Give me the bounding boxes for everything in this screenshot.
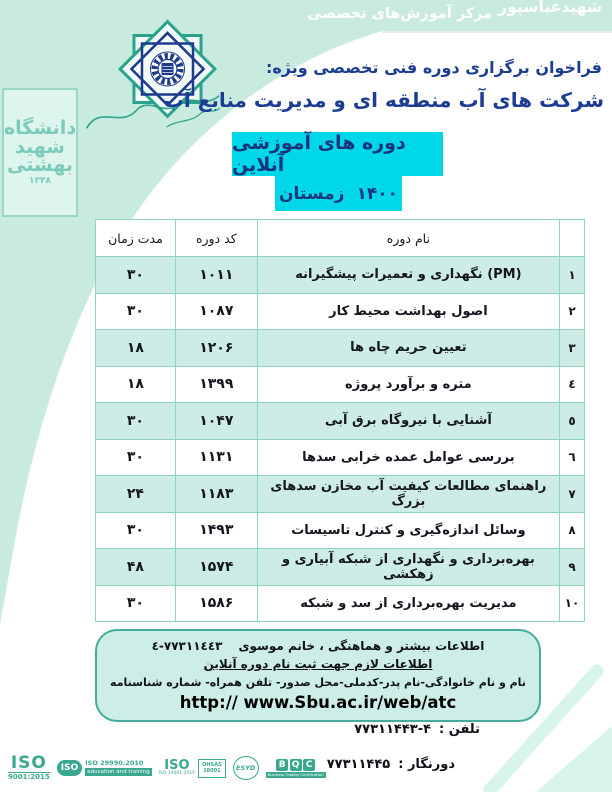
university-seal-line3: بهشتی	[7, 154, 73, 177]
course-name: مدیریت بهره‌برداری از سد و شبکه	[257, 585, 559, 622]
iso-9001-number: 9001:2015	[8, 773, 50, 781]
course-name: اصول بهداشت محیط کار	[257, 293, 559, 330]
course-name: بررسی عوامل عمده خرابی سدها	[257, 439, 559, 476]
registration-url-link[interactable]: http:// www.Sbu.ac.ir/web/atc	[179, 692, 457, 712]
certification-badges	[8, 746, 326, 790]
iso-14001-number: ISO 14001:2015	[158, 771, 196, 777]
phone-label: تلفن :	[439, 722, 480, 737]
course-name: بهره‌برداری و نگهداری از شبکه آبیاری و زهکشی	[257, 549, 559, 586]
row-number: ۱	[560, 257, 585, 294]
course-duration: ۳۰	[96, 293, 176, 330]
row-number: ۷	[560, 476, 585, 513]
course-name: وسائل اندازه‌گیری و کنترل تاسیسات	[257, 512, 559, 549]
course-duration: ۲۴	[96, 476, 176, 513]
course-duration: ۳۰	[96, 585, 176, 622]
header-course-name: نام دوره	[257, 220, 559, 257]
table-row	[96, 403, 585, 440]
highlight-online-courses: دوره های آموزشی آنلاین	[232, 132, 443, 176]
row-number: ۱۰	[560, 585, 585, 622]
university-seal-line1: دانشگاه	[3, 117, 77, 140]
course-duration: ۱۸	[96, 366, 176, 403]
course-name: آشنایی با نیروگاه برق آبی	[257, 403, 559, 440]
season-word: زمستان	[279, 183, 345, 204]
table-row	[96, 439, 585, 476]
table-row	[96, 549, 585, 586]
contact-coordination-label: اطلاعات بیشتر و هماهنگی ، خانم موسوی	[238, 639, 485, 654]
header-bar	[307, 0, 602, 22]
course-duration: ۳۰	[96, 403, 176, 440]
call-title: فراخوان برگزاری دوره فنی تخصصی ویژه:	[265, 58, 602, 77]
courses-table	[95, 219, 585, 622]
course-duration: ۴۸	[96, 549, 176, 586]
header-course-code: کد دوره	[175, 220, 257, 257]
row-number: ۹	[560, 549, 585, 586]
bqc-badge-icon	[266, 759, 326, 778]
course-code: ۱۵۸۶	[175, 585, 257, 622]
header-center-name: مرکز آموزش‌های تخصصی	[307, 6, 493, 22]
university-seal	[2, 88, 78, 217]
table-row	[96, 512, 585, 549]
iso-29990-number: ISO 29990:2010	[85, 759, 144, 768]
course-code: ۱۰۴۷	[175, 403, 257, 440]
bqc-letter-c: C	[303, 759, 315, 771]
table-row	[96, 257, 585, 294]
esyd-badge-icon	[233, 756, 259, 780]
course-name: نگهداری و تعمیرات پیشگیرانه (PM)	[257, 257, 559, 294]
table-header-row	[96, 220, 585, 257]
row-number: ۸	[560, 512, 585, 549]
registration-required-title: اطلاعات لازم جهت ثبت نام دوره آنلاین	[203, 657, 433, 672]
course-name: راهنمای مطالعات کیفیت آب مخازن سدهای بزرگ	[257, 476, 559, 513]
ohsas-text: OHSAS	[202, 761, 222, 768]
highlight-season	[275, 176, 402, 211]
iso-9001-text: ISO	[10, 753, 47, 773]
course-name: تعیین حریم چاه ها	[257, 330, 559, 367]
iso-29990-badge-icon	[57, 760, 152, 776]
row-number: ٤	[560, 366, 585, 403]
row-number: ٦	[560, 439, 585, 476]
iso-9001-badge-icon	[8, 755, 50, 781]
university-seal-year: ۱۳۳۸	[29, 176, 51, 186]
course-duration: ۳۰	[96, 512, 176, 549]
course-name: متره و برآورد پروژه	[257, 366, 559, 403]
header-brand-name: شهیدعباسپور	[498, 0, 602, 16]
course-code: ۱۳۹۹	[175, 366, 257, 403]
header-row-number	[560, 220, 585, 257]
iso-29990-subtitle: education and training	[87, 768, 150, 775]
fax-line	[327, 757, 455, 772]
table-row	[96, 585, 585, 622]
course-code: ۱۱۸۳	[175, 476, 257, 513]
course-duration: ۳۰	[96, 257, 176, 294]
bqc-letter-b: B	[276, 759, 288, 771]
bqc-letter-q: Q	[290, 759, 302, 771]
course-code: ۱۰۱۱	[175, 257, 257, 294]
iso-14001-text: ISO	[164, 758, 190, 774]
ohsas-number: 18001	[203, 768, 221, 774]
course-code: ۱۰۸۷	[175, 293, 257, 330]
table-row	[96, 330, 585, 367]
bqc-subtitle: Business Quality Certification	[267, 772, 324, 777]
course-code: ۱۴۹۳	[175, 512, 257, 549]
phone-line	[354, 722, 480, 737]
fax-number: ۷۷۳۱۱۴۴۵	[326, 757, 391, 772]
audience-title: شرکت های آب منطقه ای و مدیریت منابع آب	[163, 88, 604, 112]
table-row	[96, 476, 585, 513]
course-code: ۱۱۳۱	[175, 439, 257, 476]
table-row	[96, 293, 585, 330]
corner-triangle	[536, 726, 612, 792]
phone-number: ۷۷۳۱۱۴۴۳-۴	[354, 722, 432, 737]
header-duration: مدت زمان	[96, 220, 176, 257]
course-duration: ۱۸	[96, 330, 176, 367]
row-number: ۲	[560, 293, 585, 330]
season-year: ۱۴۰۰	[356, 183, 398, 204]
esyd-text: ESYD	[236, 764, 256, 772]
course-code: ۱۲۰۶	[175, 330, 257, 367]
row-number: ٥	[560, 403, 585, 440]
registration-info-box	[95, 629, 541, 722]
fax-label: دورنگار :	[398, 757, 455, 772]
row-number: ۳	[560, 330, 585, 367]
table-row	[96, 366, 585, 403]
university-seal-line2: شهید	[15, 135, 65, 158]
registration-required-fields: نام و نام خانوادگی-نام پدر-کدملی-محل صدور- تلفن همراه- شماره شناسنامه	[110, 675, 526, 689]
contact-coordination-number: ٧٧٣١١٤٤٣-٤	[151, 639, 223, 654]
contact-coordination-line	[152, 639, 485, 653]
course-duration: ۳۰	[96, 439, 176, 476]
iso-29990-chip: ISO	[57, 760, 82, 776]
iso-14001-ohsas-badge-icon	[159, 759, 226, 778]
course-code: ۱۵۷۴	[175, 549, 257, 586]
